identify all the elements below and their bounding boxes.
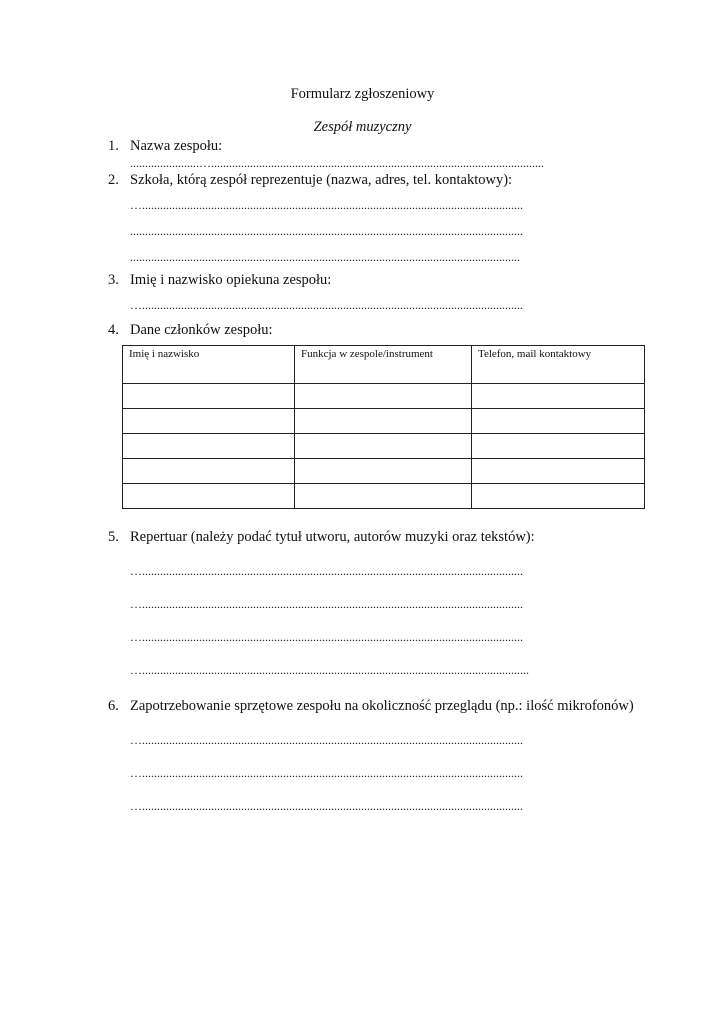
table-row (123, 409, 645, 434)
question-3-number: 3. (108, 272, 119, 288)
question-5-fill-line-2[interactable]: …............................................................................................................................... (130, 597, 523, 611)
table-cell-role[interactable] (295, 484, 472, 509)
table-cell-role[interactable] (295, 384, 472, 409)
table-cell-contact[interactable] (472, 409, 645, 434)
question-1-label: Nazwa zespołu: (130, 138, 223, 154)
table-cell-name[interactable] (123, 459, 295, 484)
table-cell-contact[interactable] (472, 459, 645, 484)
table-cell-contact[interactable] (472, 484, 645, 509)
table-row (123, 459, 645, 484)
column-header-name: Imię i nazwisko (123, 346, 295, 384)
question-6-fill-line-1[interactable]: …............................................................................................................................... (130, 733, 523, 747)
question-2-label: Szkoła, którą zespół reprezentuje (nazwa, adres, tel. kontaktowy): (130, 172, 513, 188)
question-3-fill-line[interactable]: …............................................................................................................................... (130, 298, 523, 312)
column-header-role: Funkcja w zespole/instrument (295, 346, 472, 384)
table-cell-name[interactable] (123, 384, 295, 409)
question-2-fill-line-1[interactable]: …............................................................................................................................... (130, 198, 523, 212)
question-2-number: 2. (108, 172, 119, 188)
table-row (123, 384, 645, 409)
members-table (122, 345, 645, 509)
table-row (123, 434, 645, 459)
question-1-fill-line[interactable]: .......................…............................................................................................................... (130, 156, 544, 170)
question-5-label: Repertuar (należy podać tytuł utworu, autorów muzyki oraz tekstów): (130, 529, 535, 545)
question-5-number: 5. (108, 529, 119, 545)
table-cell-role[interactable] (295, 409, 472, 434)
table-cell-contact[interactable] (472, 384, 645, 409)
table-cell-role[interactable] (295, 434, 472, 459)
page-subtitle: Zespół muzyczny (313, 119, 412, 135)
table-cell-name[interactable] (123, 484, 295, 509)
question-4-label: Dane członków zespołu: (130, 322, 273, 338)
question-6-fill-line-2[interactable]: …............................................................................................................................... (130, 766, 523, 780)
question-2-fill-line-3[interactable]: .................................................................................................................................. (130, 250, 520, 264)
question-5-fill-line-4[interactable]: …................................................................................................................................. (130, 663, 529, 677)
question-6-fill-line-3[interactable]: …............................................................................................................................... (130, 799, 523, 813)
table-cell-name[interactable] (123, 409, 295, 434)
table-cell-name[interactable] (123, 434, 295, 459)
members-table-header-row (123, 346, 645, 384)
question-5-fill-line-3[interactable]: …............................................................................................................................... (130, 630, 523, 644)
question-1-number: 1. (108, 138, 119, 154)
question-6-label: Zapotrzebowanie sprzętowe zespołu na okoliczność przeglądu (np.: ilość mikrofonów) (130, 698, 634, 714)
column-header-contact: Telefon, mail kontaktowy (472, 346, 645, 384)
question-6-number: 6. (108, 698, 119, 714)
question-5-fill-line-1[interactable]: …............................................................................................................................... (130, 564, 523, 578)
question-3-label: Imię i nazwisko opiekuna zespołu: (130, 272, 332, 288)
table-row (123, 484, 645, 509)
table-cell-role[interactable] (295, 459, 472, 484)
table-cell-contact[interactable] (472, 434, 645, 459)
question-2-fill-line-2[interactable]: ................................................................................................................................... (130, 224, 523, 238)
page-title: Formularz zgłoszeniowy (290, 86, 435, 102)
question-4-number: 4. (108, 322, 119, 338)
